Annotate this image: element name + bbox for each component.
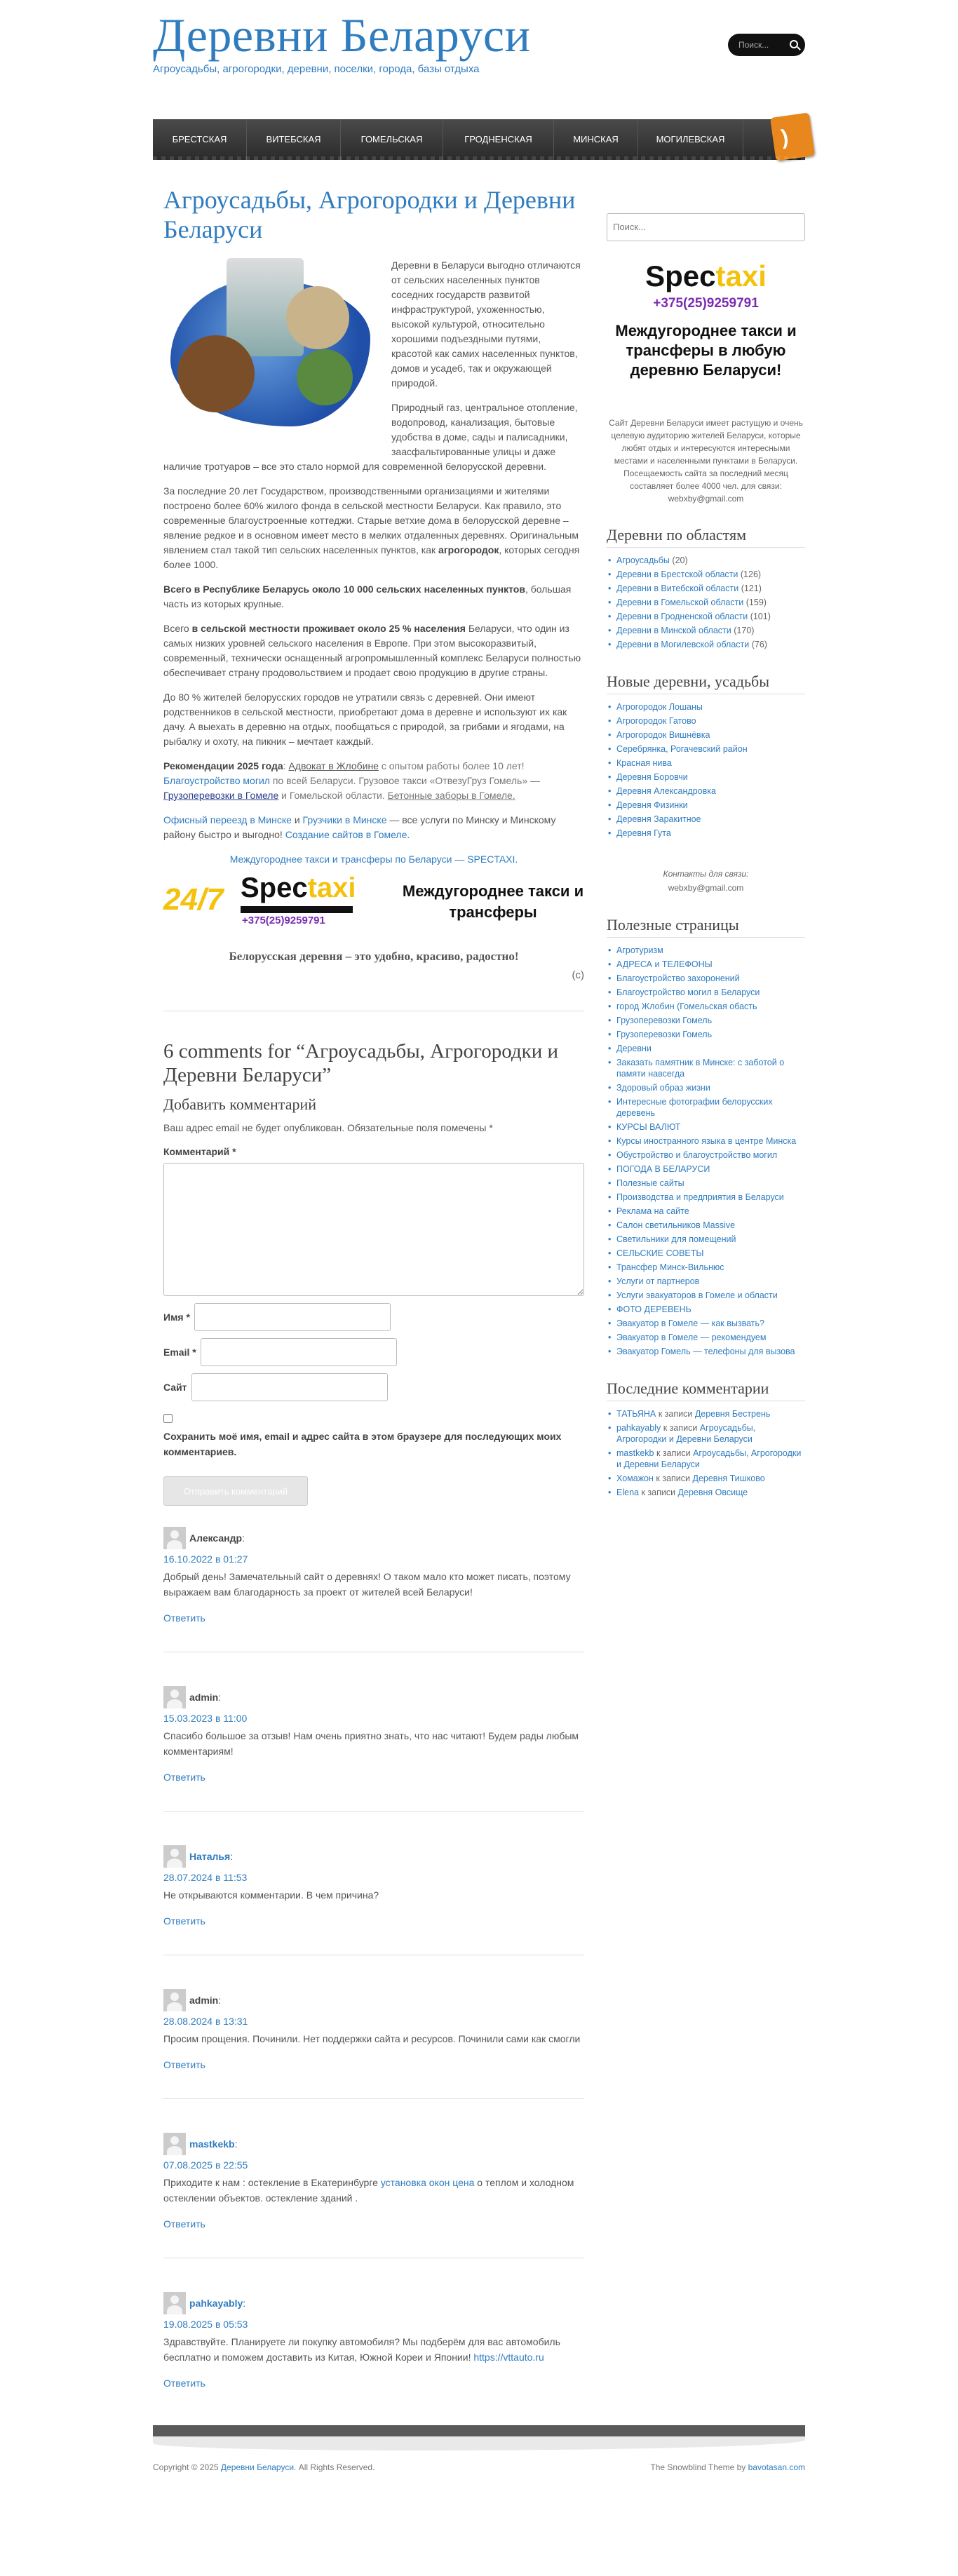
new-village-link[interactable]: Деревня Заракитное (616, 814, 701, 824)
landmark-photo (286, 286, 349, 349)
new-village-link[interactable]: Деревня Физинки (616, 800, 688, 810)
site-tagline: Агроусадьбы, агрогородки, деревни, поселки, города, базы отдыха (153, 63, 480, 75)
reply-link[interactable]: Ответить (163, 2059, 205, 2070)
comment-text-link[interactable]: установка окон цена (380, 2177, 475, 2188)
region-link[interactable]: Деревни в Витебской области (616, 584, 739, 593)
comment-date-link[interactable]: 28.08.2024 в 13:31 (163, 2016, 248, 2027)
useful-page-link[interactable]: Полезные сайты (616, 1178, 684, 1188)
useful-page-link[interactable]: Курсы иностранного языка в центре Минска (616, 1136, 797, 1146)
region-link[interactable]: Агроусадьбы (616, 555, 670, 565)
comment-item (163, 2133, 584, 2258)
useful-page-link[interactable]: Грузоперевозки Гомель (616, 1016, 713, 1025)
useful-page-item (607, 1027, 805, 1041)
useful-page-link[interactable]: Интересные фотографии белорусских деревень (616, 1097, 773, 1118)
comment-author-colon: : (243, 2298, 246, 2309)
region-count: (159) (746, 598, 767, 607)
nav-item-brest[interactable]: БРЕСТСКАЯ (153, 119, 247, 160)
comment-list (163, 1527, 584, 2389)
post-paragraph-3: За последние 20 лет Государством, производственными организациями и жителями построено более 60% жилого фонда в сельской местности Беларуси. Как правило, это современные благоустроенные коттеджи. Старые ветхие дома в белорусской деревне – явление редкое и в основном имеет место в мелких отдаленных деревнях. Оригинальным явлением стал такой тип сельских населенных пунктов, как агрогородок, которых сегодня более 1000. (163, 485, 580, 570)
new-village-item (607, 714, 805, 728)
new-villages-heading: Новые деревни, усадьбы (607, 673, 805, 694)
new-village-link[interactable]: Серебрянка, Рогачевский район (616, 744, 748, 754)
banner-text: Междугороднее такси и трансферы (402, 882, 584, 921)
site-field[interactable] (191, 1373, 388, 1401)
banner-24-7: 24/7 (163, 882, 224, 917)
link-office-move[interactable]: Офисный переезд в Минске (163, 814, 292, 825)
useful-page-item (607, 1246, 805, 1260)
reply-link[interactable]: Ответить (163, 1612, 205, 1624)
comment-author: Александр (189, 1532, 243, 1544)
consent-label: Сохранить моё имя, email и адрес сайта в этом браузере для последующих моих комментариев. (163, 1431, 562, 1457)
avatar-icon (163, 1527, 186, 1549)
post-tagline: Белорусская деревня – это удобно, красиво, радостно! (229, 950, 519, 963)
comment-text: Приходите к нам : остекление в Екатеринбурге установка окон цена о теплом и холодном остеклении объектов. остекление зданий . (163, 2177, 574, 2204)
avatar-icon (163, 2133, 186, 2155)
new-village-item (607, 770, 805, 784)
link-lawyer-zhlobin[interactable]: Адвокат в Жлобине (288, 760, 379, 771)
region-link[interactable]: Деревни в Гродненской области (616, 612, 748, 621)
post-paragraph-2: Природный газ, центральное отопление, водопровод, канализация, бытовые удобства в доме, сады и палисадники, заасфальтированные улицы и даже наличие тротуаров – все это стало нормой для современной белорусской деревни. (163, 402, 578, 472)
main-nav (153, 119, 805, 160)
nav-item-minsk[interactable]: МИНСКАЯ (554, 119, 638, 160)
useful-page-item (607, 1316, 805, 1330)
comment-item (163, 1527, 584, 1652)
comment-date-link[interactable]: 19.08.2025 в 05:53 (163, 2319, 248, 2330)
recent-comment-sep: к записи (653, 1474, 693, 1483)
link-spectaxi[interactable]: Междугороднее такси и трансферы по Беларуси — SPECTAXI. (229, 854, 518, 865)
recent-comment-post[interactable]: Агроусадьбы, Агрогородки и Деревни Беларуси (616, 1448, 802, 1469)
useful-page-item (607, 999, 805, 1013)
comment-date-link[interactable]: 07.08.2025 в 22:55 (163, 2159, 248, 2171)
useful-page-item (607, 1134, 805, 1148)
region-item (607, 595, 805, 609)
recent-comment-post[interactable]: Агроусадьбы, Агрогородки и Деревни Беларуси (616, 1423, 756, 1444)
comment-head (163, 2133, 584, 2155)
new-village-link[interactable]: Красная нива (616, 758, 672, 768)
comment-head (163, 1686, 584, 1708)
useful-page-item (607, 1302, 805, 1316)
recent-comment-author[interactable]: mastkekb (616, 1448, 654, 1458)
recent-comment-item (607, 1446, 805, 1471)
useful-page-link[interactable]: Деревни (616, 1044, 652, 1053)
consent-block (163, 1414, 584, 1459)
comment-item (163, 2292, 584, 2389)
comment-text-link[interactable]: https://vttauto.ru (473, 2352, 544, 2363)
recent-comment-author[interactable]: Хомажон (616, 1474, 654, 1483)
comment-label: Комментарий * (163, 1146, 236, 1157)
new-village-link[interactable]: Деревня Боровчи (616, 772, 688, 782)
post-article (163, 185, 584, 981)
useful-page-item (607, 1344, 805, 1358)
useful-page-item (607, 1013, 805, 1027)
name-field[interactable] (194, 1303, 391, 1331)
email-field[interactable] (201, 1338, 397, 1366)
useful-pages-heading: Полезные страницы (607, 916, 805, 938)
region-count: (76) (751, 640, 767, 649)
useful-page-link[interactable]: Заказать памятник в Минске: с заботой о памяти навсегда (616, 1058, 785, 1079)
post-copyright-mark: (с) (572, 969, 584, 981)
useful-page-link[interactable]: Светильники для помещений (616, 1234, 736, 1244)
comment-item (163, 1686, 584, 1812)
comment-author-colon: : (234, 2138, 238, 2150)
footer-theme-credit: The Snowblind Theme by bavotasan.com (650, 2462, 805, 2472)
useful-page-link[interactable]: Салон светильников Massive (616, 1220, 736, 1230)
comment-author: admin (189, 1995, 219, 2006)
link-graves[interactable]: Благоустройство могил (163, 775, 270, 786)
page-wrapper (153, 0, 805, 2484)
avatar-icon (163, 1686, 186, 1708)
useful-page-item (607, 1176, 805, 1190)
region-count: (101) (750, 612, 771, 621)
sidebar-search-input[interactable]: Поиск... (607, 213, 805, 241)
new-villages-list (607, 700, 805, 840)
comment-separator (163, 1811, 584, 1812)
new-village-item (607, 742, 805, 756)
comment-author-colon: : (242, 1532, 245, 1544)
spectaxi-banner[interactable] (163, 872, 584, 937)
recent-comment-post[interactable]: Деревня Тишково (692, 1474, 765, 1483)
recent-comment-post[interactable]: Деревня Бестрень (694, 1409, 771, 1419)
contacts-label: Контакты для связи: (663, 869, 749, 879)
useful-page-link[interactable]: АДРЕСА и ТЕЛЕФОНЫ (616, 959, 713, 969)
region-item (607, 567, 805, 581)
comment-head (163, 1527, 584, 1549)
region-item (607, 553, 805, 567)
useful-page-link[interactable]: ПОГОДА В БЕЛАРУСИ (616, 1164, 710, 1174)
sidebar-contacts (607, 867, 805, 895)
recent-comment-post[interactable]: Деревня Овсище (677, 1488, 748, 1497)
comment-date-link[interactable]: 15.03.2023 в 11:00 (163, 1713, 248, 1724)
new-village-item (607, 728, 805, 742)
regions-list (607, 553, 805, 652)
useful-page-item (607, 971, 805, 985)
post-title[interactable]: Агроусадьбы, Агрогородки и Деревни Беларуси (163, 186, 576, 243)
site-header (153, 0, 805, 116)
search-icon[interactable] (790, 40, 798, 48)
comment-text: Спасибо большое за отзыв! Нам очень приятно знать, что нас читают! Будем рады любым комментариям! (163, 1730, 579, 1757)
region-count: (121) (741, 584, 762, 593)
useful-page-item (607, 1204, 805, 1218)
useful-page-link[interactable]: Благоустройство захоронений (616, 973, 740, 983)
recent-comment-author[interactable]: pahkayably (616, 1423, 661, 1433)
rss-feed-icon[interactable]: ) (770, 112, 815, 161)
submit-comment-button[interactable]: Отправить комментарий (163, 1476, 308, 1506)
recent-comment-item (607, 1485, 805, 1499)
comments-title: 6 comments for “Агроусадьбы, Агрогородки и Деревни Беларуси” (163, 1040, 558, 1086)
new-village-link[interactable]: Агрогородок Вишнёвка (616, 730, 710, 740)
reply-title: Добавить комментарий (163, 1095, 317, 1113)
post-paragraph-4: Всего в Республике Беларусь около 10 000 сельских населенных пунктов, большая часть из которых крупные. (163, 584, 572, 609)
comment-author-colon: : (218, 1995, 222, 2006)
comment-text: Просим прощения. Починили. Нет поддержки сайта и ресурсов. Починили сами как смогли (163, 2033, 581, 2044)
site-title[interactable]: Деревни Беларуси (153, 8, 531, 62)
useful-page-link[interactable]: Обустройство и благоустройство могил (616, 1150, 778, 1160)
avatar-icon (163, 1989, 186, 2011)
banner-road-graphic (241, 906, 353, 913)
useful-page-item (607, 1274, 805, 1288)
useful-page-item (607, 1260, 805, 1274)
comment-date-link[interactable]: 16.10.2022 в 01:27 (163, 1553, 248, 1565)
contacts-email: webxby@gmail.com (668, 883, 744, 893)
useful-page-link[interactable]: Реклама на сайте (616, 1206, 689, 1216)
recent-comment-author[interactable]: Elena (616, 1488, 639, 1497)
useful-page-link[interactable]: Производства и предприятия в Беларуси (616, 1192, 784, 1202)
recent-comment-item (607, 1471, 805, 1485)
useful-page-item (607, 1081, 805, 1095)
useful-page-link[interactable]: город Жлобин (Гомельская обасть (616, 1002, 757, 1011)
useful-page-link[interactable]: Благоустройство могил в Беларуси (616, 987, 760, 997)
region-count: (20) (672, 555, 688, 565)
useful-page-item (607, 1148, 805, 1162)
recent-comment-sep: к записи (661, 1423, 700, 1433)
site-label: Сайт (163, 1382, 187, 1393)
useful-page-link[interactable]: Трансфер Минск-Вильнюс (616, 1262, 724, 1272)
useful-page-item (607, 1232, 805, 1246)
region-link[interactable]: Деревни в Минской области (616, 626, 731, 635)
new-village-item (607, 826, 805, 840)
belarus-map-collage-image (163, 258, 377, 440)
nav-item-grodno[interactable]: ГРОДНЕНСКАЯ (443, 119, 554, 160)
useful-page-link[interactable]: СЕЛЬСКИЕ СОВЕТЫ (616, 1248, 704, 1258)
nav-item-mogilev[interactable]: МОГИЛЕВСКАЯ (638, 119, 743, 160)
useful-page-item (607, 1120, 805, 1134)
new-village-item (607, 812, 805, 826)
banner-phone: +375(25)9259791 (242, 915, 325, 926)
useful-page-item (607, 1162, 805, 1176)
region-count: (126) (740, 569, 762, 579)
content-columns (153, 185, 805, 2389)
post-paragraph-6: До 80 % жителей белорусских городов не утратили связь с деревней. Они имеют родственников в сельской местности, приобретают дома в деревне и используют их как дачу. А выехать в деревню на отдых, пообщаться с природой, за грибами и ягодами, на рыбалку и охоту, на пикник – мечтает каждый. (163, 692, 567, 747)
useful-page-item (607, 943, 805, 957)
useful-pages-list (607, 943, 805, 1358)
office-links: Офисный переезд в Минске и Грузчики в Минске — все услуги по Минску и Минскому району быстро и выгодно! Создание сайтов в Гомеле. (163, 814, 556, 840)
recommendations: Рекомендации 2025 года: Адвокат в Жлобине с опытом работы более 10 лет! Благоустройство могил по всей Беларуси. Грузовое такси «ОтвезуГруз Гомель» — Грузоперевозки в Гомеле и Гомельской области. Бетонные заборы в Гомеле. (163, 760, 540, 801)
recent-comments-list (607, 1407, 805, 1499)
link-websites-gomel[interactable]: Создание сайтов в Гомеле. (285, 829, 410, 840)
avatar-icon (163, 2292, 186, 2314)
comment-head (163, 1845, 584, 1868)
footer-site-link[interactable]: Деревни Беларуси (220, 2462, 295, 2472)
recent-comment-author[interactable]: ТАТЬЯНА (616, 1409, 656, 1419)
recent-comment-sep: к записи (638, 1488, 678, 1497)
recent-comment-sep: к записи (656, 1409, 695, 1419)
reply-link[interactable]: Ответить (163, 1915, 205, 1927)
sidebar (607, 185, 805, 2389)
comment-author-colon: : (230, 1851, 234, 1862)
name-label: Имя * (163, 1311, 190, 1323)
region-item (607, 609, 805, 623)
footer-copyright: Copyright © 2025 Деревни Беларуси. All Rights Reserved. (153, 2462, 375, 2472)
sidebar-spectaxi-ad[interactable] (607, 259, 805, 400)
new-village-item (607, 700, 805, 714)
useful-page-link[interactable]: КУРСЫ ВАЛЮТ (616, 1122, 681, 1132)
nature-photo (297, 349, 353, 405)
useful-page-link[interactable]: Грузоперевозки Гомель (616, 1030, 713, 1039)
comment-author[interactable]: pahkayably (189, 2298, 243, 2309)
useful-page-item (607, 1190, 805, 1204)
post-paragraph-5: Всего в сельской местности проживает около 25 % населения Беларуси, что один из самых низких уровней сельского населения в Европе. При этом высокоразвитый, современный, технически оснащенный агропромышленный комплекс Беларуси полностью обеспечивает страну продовольствием и продает свою продукцию в другие страны. (163, 623, 581, 678)
useful-page-link[interactable]: Эвакуатор в Гомеле — рекомендуем (616, 1333, 767, 1342)
useful-page-link[interactable]: Эвакуатор в Гомеле — как вызвать? (616, 1319, 764, 1328)
nav-item-vitebsk[interactable]: ВИТЕБСКАЯ (247, 119, 341, 160)
comment-textarea[interactable] (163, 1163, 584, 1296)
reply-link[interactable]: Ответить (163, 1772, 205, 1783)
new-village-link[interactable]: Агрогородок Гатово (616, 716, 696, 726)
reply-link[interactable]: Ответить (163, 2218, 205, 2230)
useful-page-link[interactable]: Здоровый образ жизни (616, 1083, 710, 1093)
new-village-link[interactable]: Деревня Александровка (616, 786, 716, 796)
useful-page-item (607, 1330, 805, 1344)
sidebar-logo-text: Междугороднее такси и трансферы в любую деревню Беларуси! (615, 322, 797, 379)
useful-page-link[interactable]: Услуги от партнеров (616, 1276, 700, 1286)
comment-head (163, 1989, 584, 2011)
regions-heading: Деревни по областям (607, 526, 805, 548)
reply-link[interactable]: Ответить (163, 2378, 205, 2389)
region-item (607, 638, 805, 652)
header-search-placeholder: Поиск... (738, 40, 769, 50)
new-village-item (607, 798, 805, 812)
bison-photo (177, 335, 255, 412)
region-item (607, 581, 805, 595)
site-footer (153, 2450, 805, 2484)
avatar-icon (163, 1845, 186, 1868)
sidebar-about: Сайт Деревни Беларуси имеет растущую и очень целевую аудиторию жителей Беларуси, которые любят отдых и интересуются интересными местами и населенными пунктами в Беларуси. Посещаемость сайта за последний месяц составляет более 4000 чел. для связи: webxby@gmail.com (609, 418, 803, 504)
recent-comment-sep: к записи (654, 1448, 694, 1458)
new-village-link[interactable]: Деревня Гута (616, 828, 671, 838)
useful-page-link[interactable]: Эвакуатор Гомель — телефоны для вызова (616, 1347, 795, 1356)
useful-page-item (607, 1056, 805, 1081)
recent-comment-item (607, 1407, 805, 1421)
email-label: Email * (163, 1347, 196, 1358)
comment-author: admin (189, 1692, 219, 1703)
useful-page-link[interactable]: ФОТО ДЕРЕВЕНЬ (616, 1304, 691, 1314)
new-village-link[interactable]: Агрогородок Лошаны (616, 702, 703, 712)
useful-page-link[interactable]: Агротуризм (616, 945, 663, 955)
comment-item (163, 1989, 584, 2099)
comment-head (163, 2292, 584, 2314)
banner-brand: Spectaxi (241, 872, 356, 903)
region-item (607, 623, 805, 638)
comment-text: Здравствуйте. Планируете ли покупку автомобиля? Мы подберём для вас автомобиль бесплатно и поможем доставить из Китая, Южной Кореи и Японии! https://vttauto.ru (163, 2336, 560, 2363)
link-movers-minsk[interactable]: Грузчики в Минске (302, 814, 387, 825)
new-village-item (607, 756, 805, 770)
comment-text: Добрый день! Замечательный сайт о деревнях! О таком мало кто может писать, поэтому выражаем вам благодарность за проект от жителей всей Беларуси! (163, 1571, 571, 1598)
new-village-item (607, 784, 805, 798)
post-paragraph-1: Деревни в Беларуси выгодно отличаются от сельских населенных пунктов соседних государств развитой инфраструктурой, ухоженностью, высокой культурой, относительно хорошими подъездными путями, красотой как самих населенных пунктов, домов и усадеб, так и окружающей природой. (391, 259, 581, 389)
comment-separator (163, 2098, 584, 2099)
link-cargo-gomel[interactable]: Грузоперевозки в Гомеле (163, 790, 279, 801)
useful-page-item (607, 985, 805, 999)
sidebar-logo-phone: +375(25)9259791 (653, 296, 759, 311)
useful-page-link[interactable]: Услуги эвакуаторов в Гомеле и области (616, 1290, 778, 1300)
useful-page-item (607, 1218, 805, 1232)
comment-author-colon: : (218, 1692, 222, 1703)
region-link[interactable]: Деревни в Гомельской области (616, 598, 744, 607)
sidebar-logo-brand: Spectaxi (645, 259, 767, 292)
footer-theme-link[interactable]: bavotasan.com (748, 2462, 805, 2472)
region-link[interactable]: Деревни в Брестской области (616, 569, 738, 579)
recent-comments-heading: Последние комментарии (607, 1380, 805, 1401)
comment-author[interactable]: mastkekb (189, 2138, 235, 2150)
comment-author[interactable]: Наталья (189, 1851, 231, 1862)
useful-page-item (607, 1041, 805, 1056)
footer-wave-decoration (153, 2415, 805, 2450)
consent-checkbox[interactable] (163, 1414, 173, 1423)
link-fences-gomel[interactable]: Бетонные заборы в Гомеле. (387, 790, 515, 801)
useful-page-item (607, 1288, 805, 1302)
comment-item (163, 1845, 584, 1955)
comments-section (163, 1039, 584, 2389)
comment-date-link[interactable]: 28.07.2024 в 11:53 (163, 1872, 248, 1883)
region-link[interactable]: Деревни в Могилевской области (616, 640, 750, 649)
header-search-input[interactable] (728, 34, 805, 56)
recent-comment-item (607, 1421, 805, 1446)
nav-item-gomel[interactable]: ГОМЕЛЬСКАЯ (341, 119, 443, 160)
recommendations-label: Рекомендации 2025 года (163, 760, 283, 771)
useful-page-item (607, 957, 805, 971)
main-content (163, 185, 584, 2389)
region-count: (170) (734, 626, 755, 635)
comment-text: Не открываются комментарии. В чем причина? (163, 1889, 379, 1901)
useful-page-item (607, 1095, 805, 1120)
comment-notes: Ваш адрес email не будет опубликован. Обязательные поля помечены * (163, 1122, 493, 1133)
